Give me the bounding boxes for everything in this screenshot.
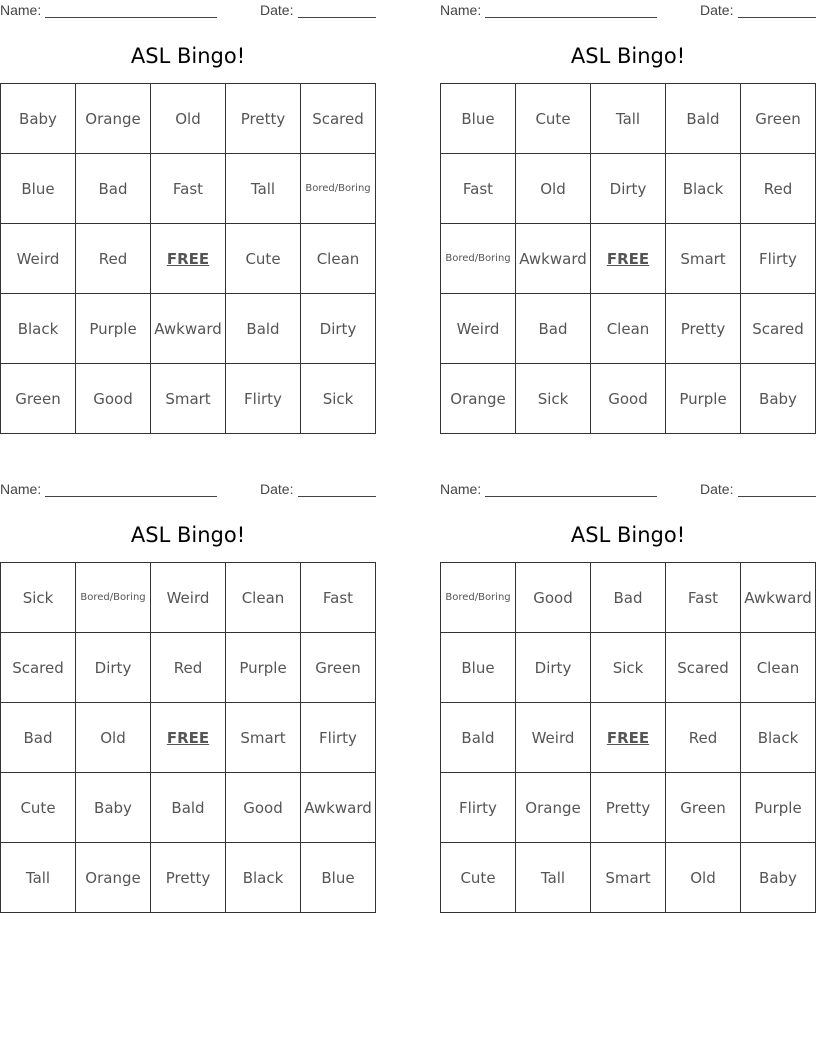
bingo-cell[interactable]: Awkward — [301, 773, 375, 842]
date-label: Date: — [700, 481, 734, 497]
bingo-cell[interactable]: Baby — [76, 773, 150, 842]
bingo-cell[interactable]: Bored/Boring — [441, 224, 515, 293]
bingo-cell[interactable]: Smart — [591, 843, 665, 912]
bingo-cell[interactable]: Black — [741, 703, 815, 772]
bingo-grid — [0, 562, 376, 913]
bingo-cell[interactable]: Clean — [301, 224, 375, 293]
bingo-cell[interactable]: Sick — [591, 633, 665, 702]
bingo-cell[interactable]: Weird — [1, 224, 75, 293]
date-label: Date: — [260, 2, 294, 18]
card-title: ASL Bingo! — [130, 523, 246, 547]
bingo-cell[interactable]: Bored/Boring — [76, 563, 150, 632]
bingo-cell[interactable]: Sick — [516, 364, 590, 433]
bingo-grid — [440, 83, 816, 434]
bingo-cell[interactable]: Clean — [591, 294, 665, 363]
bingo-cell[interactable]: Clean — [741, 633, 815, 702]
free-space[interactable]: FREE — [591, 224, 665, 293]
bingo-cell[interactable]: Purple — [76, 294, 150, 363]
bingo-cell[interactable]: Flirty — [226, 364, 300, 433]
date-label: Date: — [260, 481, 294, 497]
bingo-cell[interactable]: Tall — [226, 154, 300, 223]
bingo-cell[interactable]: Pretty — [666, 294, 740, 363]
bingo-cell[interactable]: Cute — [1, 773, 75, 842]
date-field[interactable] — [298, 17, 376, 18]
bingo-cell[interactable]: Cute — [516, 84, 590, 153]
name-field[interactable] — [45, 17, 217, 18]
date-field[interactable] — [738, 17, 816, 18]
bingo-cell[interactable]: Old — [666, 843, 740, 912]
bingo-cell[interactable]: Orange — [76, 843, 150, 912]
bingo-cell[interactable]: Blue — [301, 843, 375, 912]
bingo-cell[interactable]: Green — [741, 84, 815, 153]
bingo-cell[interactable]: Scared — [301, 84, 375, 153]
bingo-cell[interactable]: Baby — [1, 84, 75, 153]
bingo-cell[interactable]: Awkward — [516, 224, 590, 293]
card-title: ASL Bingo! — [130, 44, 246, 68]
bingo-card-4 — [440, 479, 816, 913]
bingo-cell[interactable]: Smart — [151, 364, 225, 433]
bingo-cell[interactable]: Red — [76, 224, 150, 293]
bingo-cell[interactable]: Scared — [666, 633, 740, 702]
bingo-cell[interactable]: Red — [666, 703, 740, 772]
bingo-cell[interactable]: Bad — [1, 703, 75, 772]
card-title: ASL Bingo! — [570, 44, 686, 68]
bingo-cell[interactable]: Weird — [516, 703, 590, 772]
bingo-cell[interactable]: Pretty — [226, 84, 300, 153]
bingo-cell[interactable]: Fast — [151, 154, 225, 223]
bingo-cell[interactable]: Sick — [1, 563, 75, 632]
bingo-cell[interactable]: Cute — [226, 224, 300, 293]
bingo-cell[interactable]: Bad — [76, 154, 150, 223]
bingo-cell[interactable]: Dirty — [301, 294, 375, 363]
bingo-cell[interactable]: Cute — [441, 843, 515, 912]
bingo-cell[interactable]: Bad — [516, 294, 590, 363]
bingo-cell[interactable]: Blue — [441, 84, 515, 153]
bingo-cell[interactable]: Clean — [226, 563, 300, 632]
bingo-cell[interactable]: Bald — [226, 294, 300, 363]
bingo-cell[interactable]: Green — [666, 773, 740, 842]
bingo-cell[interactable]: Dirty — [516, 633, 590, 702]
bingo-cell[interactable]: Black — [1, 294, 75, 363]
card-header — [440, 481, 816, 499]
bingo-cell[interactable]: Bored/Boring — [301, 154, 375, 223]
bingo-cell[interactable]: Weird — [151, 563, 225, 632]
bingo-cell[interactable]: Black — [666, 154, 740, 223]
name-field[interactable] — [485, 17, 657, 18]
card-title: ASL Bingo! — [570, 523, 686, 547]
bingo-cell[interactable]: Blue — [441, 633, 515, 702]
bingo-cell[interactable]: Bald — [666, 84, 740, 153]
name-field[interactable] — [485, 496, 657, 497]
bingo-cell[interactable]: Good — [591, 364, 665, 433]
bingo-cell[interactable]: Dirty — [591, 154, 665, 223]
date-field[interactable] — [738, 496, 816, 497]
name-field[interactable] — [45, 496, 217, 497]
bingo-cell[interactable]: Purple — [226, 633, 300, 702]
bingo-cell[interactable]: Flirty — [741, 224, 815, 293]
free-space[interactable]: FREE — [591, 703, 665, 772]
bingo-cell[interactable]: Dirty — [76, 633, 150, 702]
name-label: Name: — [440, 2, 482, 18]
name-label: Name: — [440, 481, 482, 497]
name-label: Name: — [0, 2, 42, 18]
bingo-cell[interactable]: Bald — [151, 773, 225, 842]
bingo-cell[interactable]: Blue — [1, 154, 75, 223]
bingo-cell[interactable]: Fast — [441, 154, 515, 223]
card-header — [440, 2, 816, 20]
bingo-cell[interactable]: Red — [741, 154, 815, 223]
bingo-cell[interactable]: Fast — [301, 563, 375, 632]
free-space[interactable]: FREE — [151, 224, 225, 293]
bingo-grid — [0, 83, 376, 434]
bingo-card-2 — [440, 0, 816, 434]
card-header — [0, 481, 376, 499]
bingo-cell[interactable]: Awkward — [151, 294, 225, 363]
bingo-card-3 — [0, 479, 376, 913]
bingo-cell[interactable]: Tall — [591, 84, 665, 153]
bingo-cell[interactable]: Scared — [741, 294, 815, 363]
bingo-cell[interactable]: Sick — [301, 364, 375, 433]
bingo-cell[interactable]: Smart — [226, 703, 300, 772]
bingo-cell[interactable]: Old — [516, 154, 590, 223]
date-label: Date: — [700, 2, 734, 18]
bingo-cell[interactable]: Bad — [591, 563, 665, 632]
bingo-cell[interactable]: Flirty — [301, 703, 375, 772]
bingo-cell[interactable]: Orange — [76, 84, 150, 153]
bingo-cell[interactable]: Good — [76, 364, 150, 433]
bingo-cell[interactable]: Old — [76, 703, 150, 772]
card-header — [0, 2, 376, 20]
bingo-cell[interactable]: Tall — [516, 843, 590, 912]
bingo-grid — [440, 562, 816, 913]
bingo-cell[interactable]: Baby — [741, 843, 815, 912]
bingo-cell[interactable]: Weird — [441, 294, 515, 363]
bingo-cell[interactable]: Good — [516, 563, 590, 632]
bingo-cell[interactable]: Bald — [441, 703, 515, 772]
bingo-cell[interactable]: Orange — [516, 773, 590, 842]
bingo-cell[interactable]: Fast — [666, 563, 740, 632]
date-field[interactable] — [298, 496, 376, 497]
bingo-cell[interactable]: Red — [151, 633, 225, 702]
bingo-cell[interactable]: Flirty — [441, 773, 515, 842]
name-label: Name: — [0, 481, 42, 497]
bingo-cell[interactable]: Bored/Boring — [441, 563, 515, 632]
bingo-cell[interactable]: Green — [301, 633, 375, 702]
bingo-cell[interactable]: Purple — [666, 364, 740, 433]
bingo-cell[interactable]: Baby — [741, 364, 815, 433]
bingo-cell[interactable]: Purple — [741, 773, 815, 842]
bingo-cell[interactable]: Tall — [1, 843, 75, 912]
bingo-cell[interactable]: Pretty — [151, 843, 225, 912]
bingo-cell[interactable]: Smart — [666, 224, 740, 293]
bingo-card-1 — [0, 0, 376, 434]
bingo-cell[interactable]: Awkward — [741, 563, 815, 632]
bingo-cell[interactable]: Scared — [1, 633, 75, 702]
free-space[interactable]: FREE — [151, 703, 225, 772]
bingo-cell[interactable]: Green — [1, 364, 75, 433]
bingo-cell[interactable]: Orange — [441, 364, 515, 433]
bingo-cell[interactable]: Old — [151, 84, 225, 153]
bingo-cell[interactable]: Pretty — [591, 773, 665, 842]
bingo-cell[interactable]: Black — [226, 843, 300, 912]
bingo-cell[interactable]: Good — [226, 773, 300, 842]
